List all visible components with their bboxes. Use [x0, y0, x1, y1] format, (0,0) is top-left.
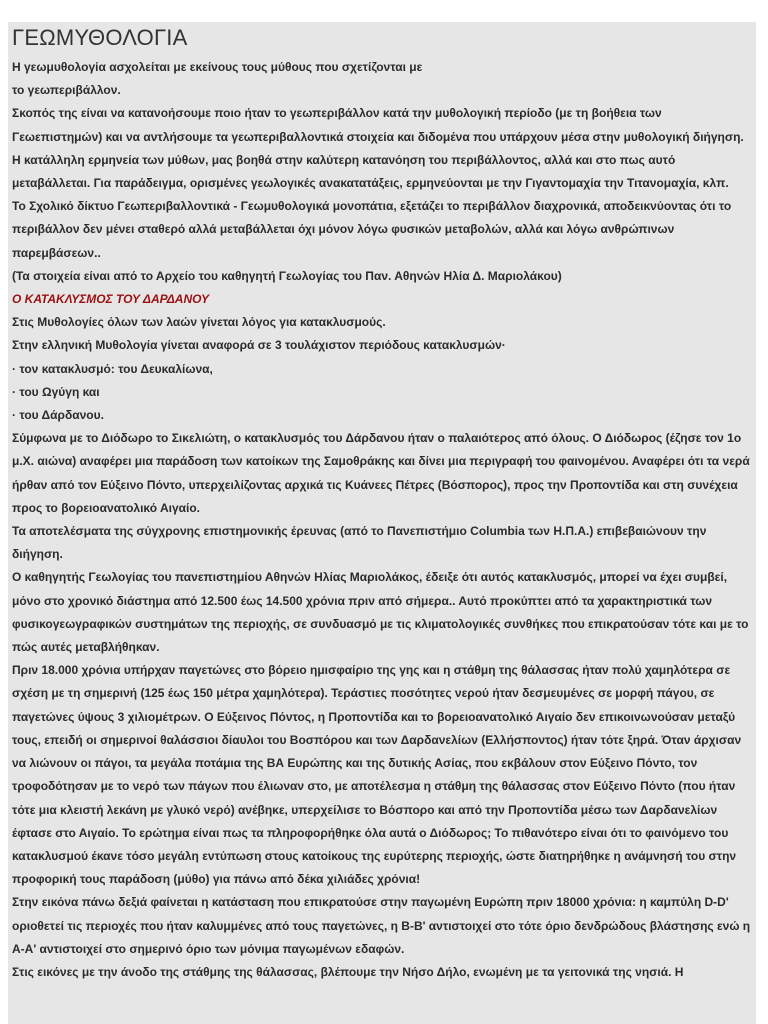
paragraph-line: Σκοπός της είναι να κατανοήσουμε ποιο ήταν το γεωπεριβάλλον κατά την μυθολογική περίοδο (με τη βοήθεια των Γεωεπιστημών) και να αντλήσουμε τα γεωπεριβαλλοντικά στοιχεία και διδομένα που υπάρχουν μέσα στην μυθολογική διήγηση. Η κατάλληλη ερμηνεία των μύθων, μας βοηθά στην καλύτερη κατανόηση του περιβάλλοντος, αλλά και στο πως αυτό μεταβάλλεται. Για παράδειγμα, ορισμένες γεωλογικές ανακατατάξεις, ερμηνεύονται με την Γιγαντομαχία την Τιτανομαχία, κλπ. [12, 106, 744, 191]
section-heading: Ο ΚΑΤΑΚΛΥΣΜΟΣ ΤΟΥ ΔΑΡΔΑΝΟΥ [12, 292, 209, 307]
paragraph-line: Τα αποτελέσματα της σύγχρονης επιστημονικής έρευνας (από το Πανεπιστήμιο Columbia των Η.Π.Α.) επιβεβαιώνουν την διήγηση. [12, 524, 707, 562]
paragraph-line: (Τα στοιχεία είναι από το Αρχείο του καθηγητή Γεωλογίας του Παν. Αθηνών Ηλία Δ. Μαριολάκου) [12, 268, 562, 283]
paragraph-line: Σύμφωνα με το Διόδωρο το Σικελιώτη, ο κατακλυσμός του Δάρδανου ήταν ο παλαιότερος από όλους. Ο Διόδωρος (έζησε τον 1ο μ.Χ. αιώνα) αναφέρει μια παράδοση των κατοίκων της Σαμοθράκης και δίνει μια περιγραφή του φαινομένου. Αναφέρει ότι τα νερά ήρθαν από τον Εύξεινο Πόντο, υπερχειλίζοντας αρχικά τις Κυάνεες Πέτρες (Βόσπορος), προς την Προποντίδα και στη συνέχεια προς το βορειοανατολικό Αιγαίο. [12, 431, 750, 515]
paragraph-line: · του Δάρδανου. [12, 408, 104, 423]
paragraph-line: Στην εικόνα πάνω δεξιά φαίνεται η κατάσταση που επικρατούσε στην παγωμένη Ευρώπη πριν 18000 χρόνια: η καμπύλη D-D' οριοθετεί τις περιοχές που ήταν καλυμμένες από τους παγετώνες, η B-B' αντιστοιχεί στο τότε όριο δενδρώδους βλάστησης ενώ η A-A' αντιστοιχεί στο σημερινό όριο των μόνιμα παγωμένων εδαφών. [12, 895, 751, 956]
paragraph-line: Στις εικόνες με την άνοδο της στάθμης της θάλασσας, βλέπουμε την Νήσο Δήλο, ενωμένη με τα γειτονικά της νησιά. Η [12, 964, 684, 979]
article-body [12, 56, 752, 984]
article-page [8, 22, 756, 1024]
paragraph-line: Η γεωμυθολογία ασχολείται με εκείνους τους μύθους που σχετίζονται με [12, 60, 423, 74]
paragraph-line: Ο καθηγητής Γεωλογίας του πανεπιστημίου Αθηνών Ηλίας Μαριολάκος, έδειξε ότι αυτός κατακλυσμός, μπορεί να έχει συμβεί, μόνο στο χρονικό διάστημα από 12.500 έως 14.500 χρόνια πριν από σήμερα.. Αυτό προκύπτει από τα χαρακτηριστικά των φυσικογεωγραφικών συστημάτων της περιοχής, σε συνδυασμό με τις κλιματολογικές συνθήκες που επικρατούσαν τότε και με το πώς αυτές μεταβλήθηκαν. [12, 570, 749, 655]
paragraph-line: Το Σχολικό δίκτυο Γεωπεριβαλλοντικά - Γεωμυθολογικά μονοπάτια, εξετάζει το περιβάλλον διαχρονικά, αποδεικνύοντας ότι το περιβάλλον δεν μένει σταθερό αλλά μεταβάλλεται όχι μόνον λόγω φυσικών μεταβολών, αλλά και λόγω ανθρώπινων παρεμβάσεων.. [12, 199, 732, 260]
paragraph-line: Στην ελληνική Μυθολογία γίνεται αναφορά σε 3 τουλάχιστον περιόδους κατακλυσμών· [12, 338, 506, 353]
paragraph-line: το γεωπεριβάλλον. [12, 83, 121, 98]
paragraph-line: Στις Μυθολογίες όλων των λαών γίνεται λόγος για κατακλυσμούς. [12, 315, 386, 330]
paragraph-line: · τον κατακλυσμό: του Δευκαλίωνα, [12, 361, 213, 376]
paragraph-line: · του Ωγύγη και [12, 384, 100, 399]
page-title: ΓΕΩΜΥΘΟΛΟΓΙΑ [12, 25, 188, 50]
article-content [8, 22, 756, 984]
paragraph-line: Πριν 18.000 χρόνια υπήρχαν παγετώνες στο βόρειο ημισφαίριο της γης και η στάθμη της θάλασσας ήταν πολύ χαμηλότερα σε σχέση με τη σημερινή (125 έως 150 μέτρα χαμηλότερα). Τεράστιες ποσότητες νερού ήταν δεσμευμένες σε μορφή πάγου, σε παγετώνες ύψους 3 χιλιομέτρων. Ο Εύξεινος Πόντος, η Προποντίδα και το βορειοανατολικό Αιγαίο δεν επικοινωνούσαν μεταξύ τους, επειδή οι σημερινοί θαλάσσιοι δίαυλοι του Βοσπόρου και των Δαρδανελίων (Ελλήσποντος) ήταν τότε ξηρά. Όταν άρχισαν να λιώνουν οι πάγοι, τα μεγάλα ποτάμια της ΒΑ Ευρώπης και της δυτικής Ασίας, που εκβάλουν στον Εύξεινο Πόντο, τον τροφοδότησαν με το νερό των πάγων που έλιωναν στο, με αποτέλεσμα η στάθμη της θάλασσας στον Εύξεινο Πόντο (που ήταν τότε μια κλειστή λεκάνη με γλυκό νερό) ανέβηκε, υπερχείλισε το Βόσπορο και από την Προποντίδα μέσω των Δαρδανελίων έφτασε στο Αιγαίο. Το ερώτημα είναι πως τα πληροφορήθηκε όλα αυτά ο Διόδωρος; Το πιθανότερο είναι ότι το φαινόμενο του κατακλυσμού έκανε τόσο μεγάλη εντύπωση στους κατοίκους της ευρύτερης περιοχής, ώστε διατηρήθηκε η ανάμνησή του στην προφορική τους παράδοση (μύθο) για πάνω από δέκα χιλιάδες χρόνια! [12, 663, 742, 887]
